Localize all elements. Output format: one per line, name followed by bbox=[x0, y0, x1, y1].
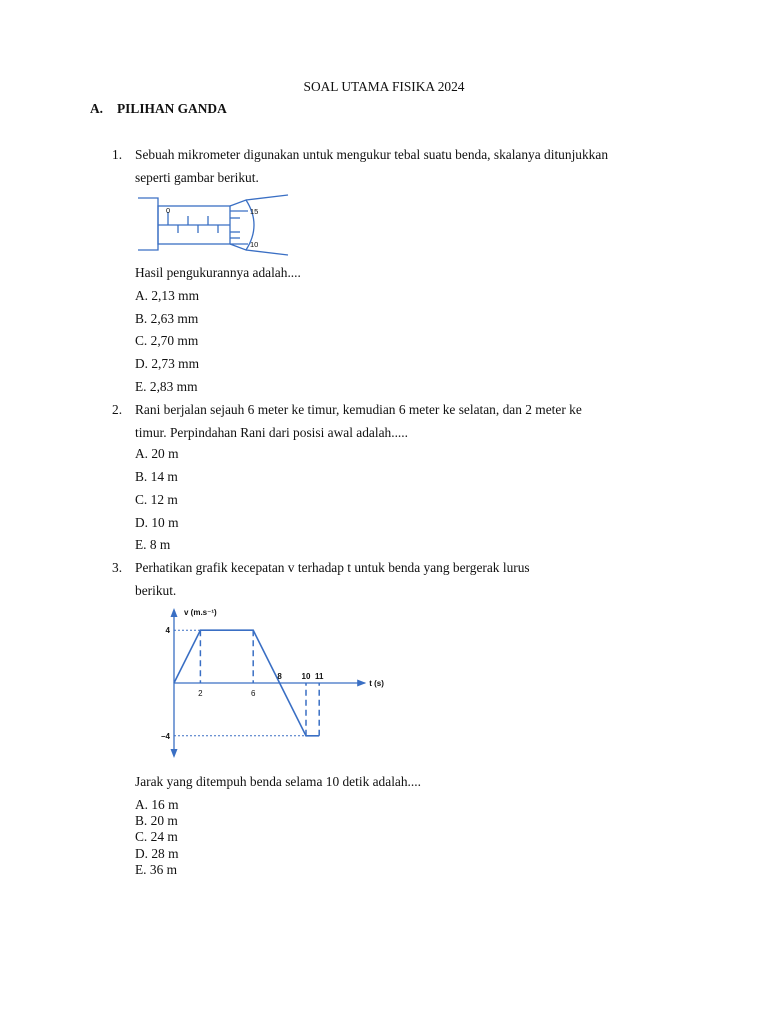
x-tick-label: 6 bbox=[250, 689, 256, 698]
chart-labels bbox=[161, 608, 384, 741]
question-prompt: Hasil pengukurannya adalah.... bbox=[135, 265, 301, 280]
option-a: A. 2,13 mm bbox=[135, 288, 199, 303]
option-e: E. 2,83 mm bbox=[135, 379, 198, 394]
sleeve-zero-label: 0 bbox=[166, 206, 171, 215]
y-tick-label: 4 bbox=[165, 626, 170, 636]
section-letter: A. bbox=[90, 101, 104, 116]
x-tick-label: 10 bbox=[301, 672, 311, 681]
option-d: D. 28 m bbox=[135, 846, 179, 861]
question-text-line: Rani berjalan sejauh 6 meter ke timur, kemudian 6 meter ke selatan, dan 2 meter ke bbox=[135, 402, 582, 417]
y-axis-arrow-bottom bbox=[171, 749, 178, 758]
option-b: B. 2,63 mm bbox=[135, 311, 199, 326]
question-number: 2. bbox=[112, 402, 123, 417]
section-label: PILIHAN GANDA bbox=[117, 101, 227, 116]
micrometer-figure bbox=[136, 194, 292, 256]
question-text-line: Perhatikan grafik kecepatan v terhadap t untuk benda yang bergerak lurus bbox=[135, 560, 530, 575]
x-tick-label: 8 bbox=[277, 672, 282, 681]
question-text-line: seperti gambar berikut. bbox=[135, 170, 259, 185]
question-text-line: Sebuah mikrometer digunakan untuk mengukur tebal suatu benda, skalanya ditunjukkan bbox=[135, 147, 609, 162]
question-text-line: berikut. bbox=[135, 583, 177, 598]
option-a: A. 16 m bbox=[135, 797, 179, 812]
option-b: B. 20 m bbox=[135, 813, 178, 828]
option-e: E. 8 m bbox=[135, 537, 171, 552]
option-a: A. 20 m bbox=[135, 446, 179, 461]
section-heading bbox=[90, 101, 227, 117]
thimble-bottom-label: 10 bbox=[250, 240, 259, 249]
option-c: C. 24 m bbox=[135, 829, 178, 844]
option-b: B. 14 m bbox=[135, 469, 178, 484]
question-number: 1. bbox=[112, 147, 123, 162]
velocity-time-chart bbox=[150, 603, 400, 763]
x-axis-arrow bbox=[357, 680, 366, 687]
question-number: 3. bbox=[112, 560, 123, 575]
x-axis-label: t (s) bbox=[369, 679, 384, 688]
x-tick-label: 11 bbox=[314, 672, 324, 681]
y-tick-label: –4 bbox=[161, 731, 170, 741]
x-tick-label: 2 bbox=[198, 689, 203, 698]
option-d: D. 2,73 mm bbox=[135, 356, 199, 371]
option-c: C. 2,70 mm bbox=[135, 333, 199, 348]
y-axis-label: v (m.s⁻¹) bbox=[184, 608, 217, 617]
question-text-line: timur. Perpindahan Rani dari posisi awal adalah..... bbox=[135, 425, 408, 440]
thimble-top-label: 15 bbox=[250, 207, 259, 216]
y-axis-arrow bbox=[171, 608, 178, 617]
page-title: SOAL UTAMA FISIKA 2024 bbox=[303, 79, 465, 94]
option-d: D. 10 m bbox=[135, 515, 179, 530]
question-prompt: Jarak yang ditempuh benda selama 10 detik adalah.... bbox=[135, 774, 421, 789]
option-c: C. 12 m bbox=[135, 492, 178, 507]
option-e: E. 36 m bbox=[135, 862, 178, 877]
